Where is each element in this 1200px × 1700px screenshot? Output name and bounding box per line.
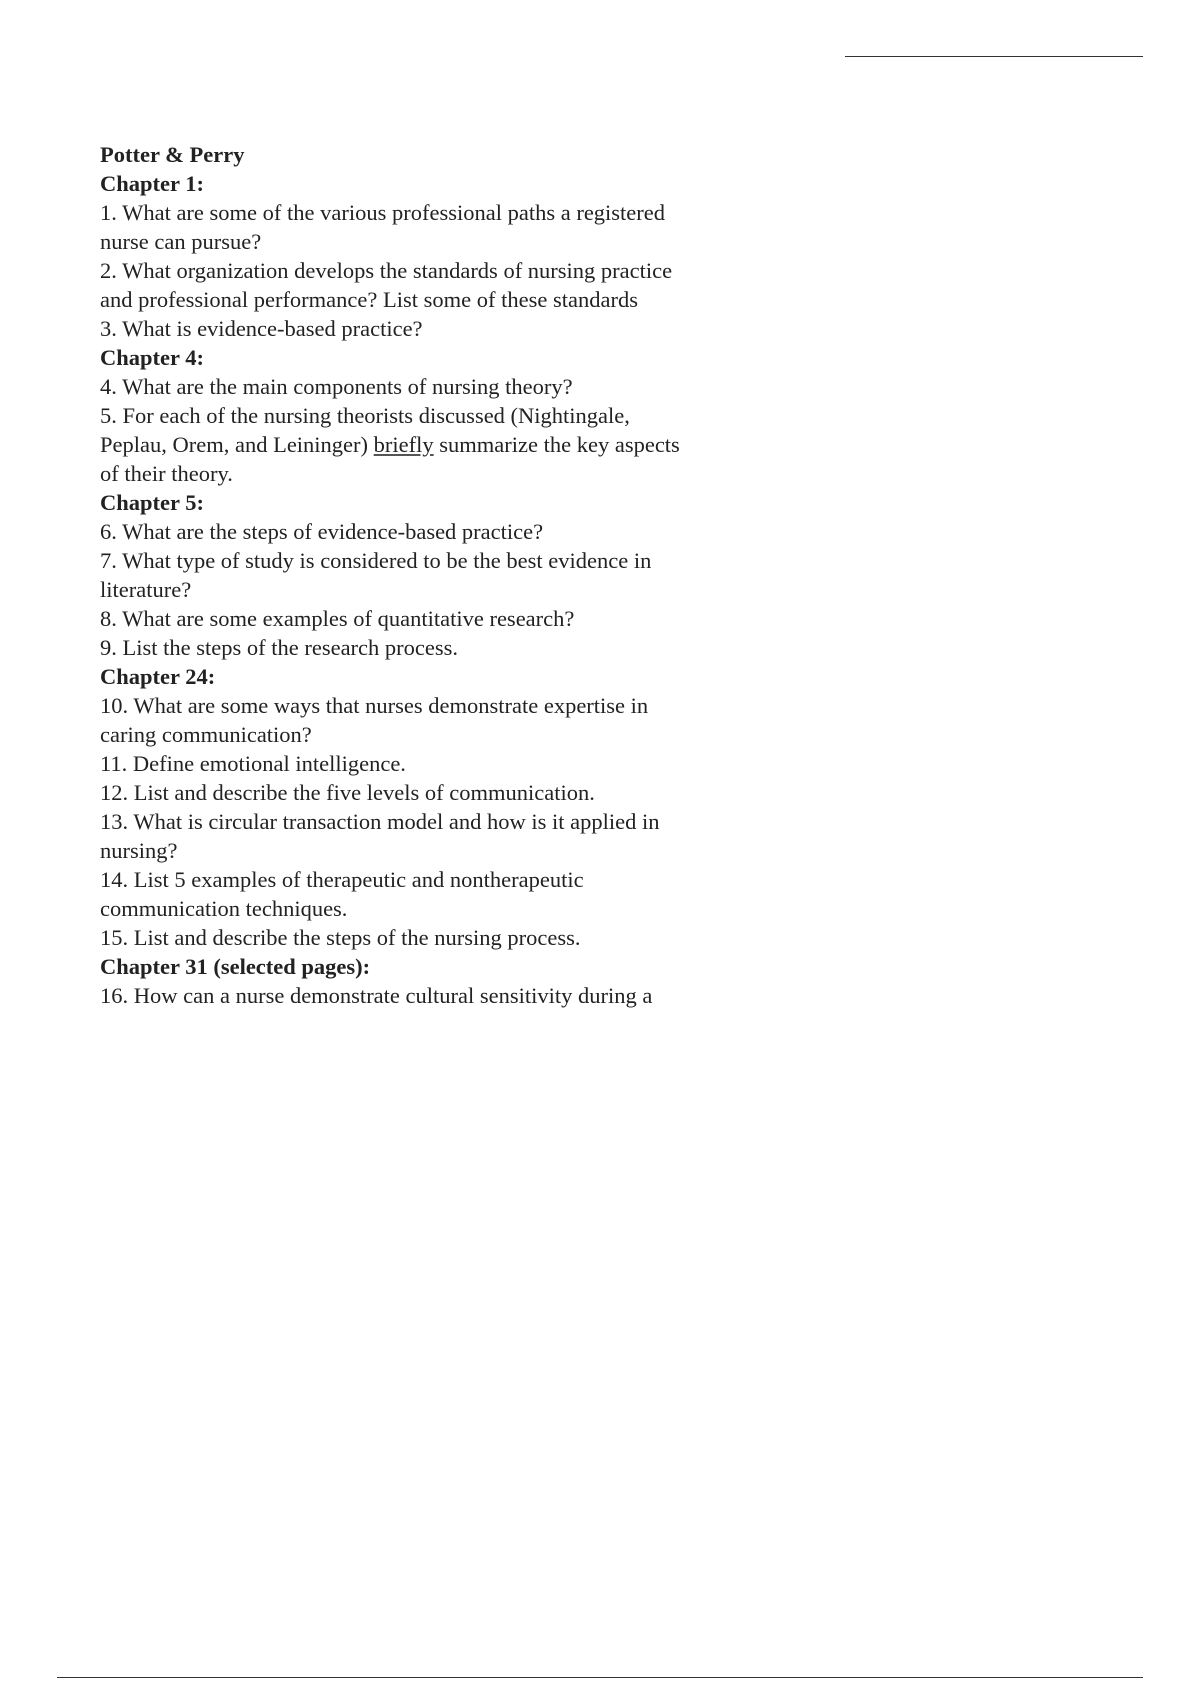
question-line: nursing? xyxy=(100,838,178,863)
question-line xyxy=(100,430,760,459)
question-line: 6. What are the steps of evidence-based practice? xyxy=(100,519,544,544)
question-line: 1. What are some of the various professional paths a registered xyxy=(100,200,666,225)
question-line: 13. What is circular transaction model and how is it applied in xyxy=(100,809,660,834)
question-line: 16. How can a nurse demonstrate cultural sensitivity during a xyxy=(100,983,653,1008)
document-body xyxy=(100,140,760,1010)
question-line: nurse can pursue? xyxy=(100,229,262,254)
chapter-heading: Chapter 1: xyxy=(100,171,204,196)
chapter-heading: Chapter 5: xyxy=(100,490,204,515)
chapter-heading: Chapter 31 (selected pages): xyxy=(100,954,371,979)
question-text: summarize the key aspects xyxy=(433,432,680,457)
question-line: of their theory. xyxy=(100,461,233,486)
question-line: 8. What are some examples of quantitative research? xyxy=(100,606,575,631)
question-line: 15. List and describe the steps of the nursing process. xyxy=(100,925,581,950)
question-line: 4. What are the main components of nursing theory? xyxy=(100,374,573,399)
footer-rule xyxy=(57,1677,1143,1678)
chapter-heading: Chapter 24: xyxy=(100,664,216,689)
header-rule xyxy=(845,56,1143,57)
question-line: communication techniques. xyxy=(100,896,348,921)
question-line: 9. List the steps of the research process. xyxy=(100,635,459,660)
question-line: 10. What are some ways that nurses demonstrate expertise in xyxy=(100,693,649,718)
question-line: 2. What organization develops the standards of nursing practice xyxy=(100,258,673,283)
question-line: 7. What type of study is considered to be the best evidence in xyxy=(100,548,652,573)
question-line: 3. What is evidence-based practice? xyxy=(100,316,423,341)
question-line: 5. For each of the nursing theorists discussed (Nightingale, xyxy=(100,403,630,428)
chapter-heading: Chapter 4: xyxy=(100,345,204,370)
underlined-word: briefly xyxy=(373,432,434,457)
question-line: 12. List and describe the five levels of communication. xyxy=(100,780,595,805)
question-line: literature? xyxy=(100,577,192,602)
document-title: Potter & Perry xyxy=(100,142,245,167)
question-line: caring communication? xyxy=(100,722,312,747)
question-line: 11. Define emotional intelligence. xyxy=(100,751,406,776)
question-text: Peplau, Orem, and Leininger) xyxy=(100,432,374,457)
question-line: and professional performance? List some of these standards xyxy=(100,287,638,312)
question-line: 14. List 5 examples of therapeutic and nontherapeutic xyxy=(100,867,584,892)
